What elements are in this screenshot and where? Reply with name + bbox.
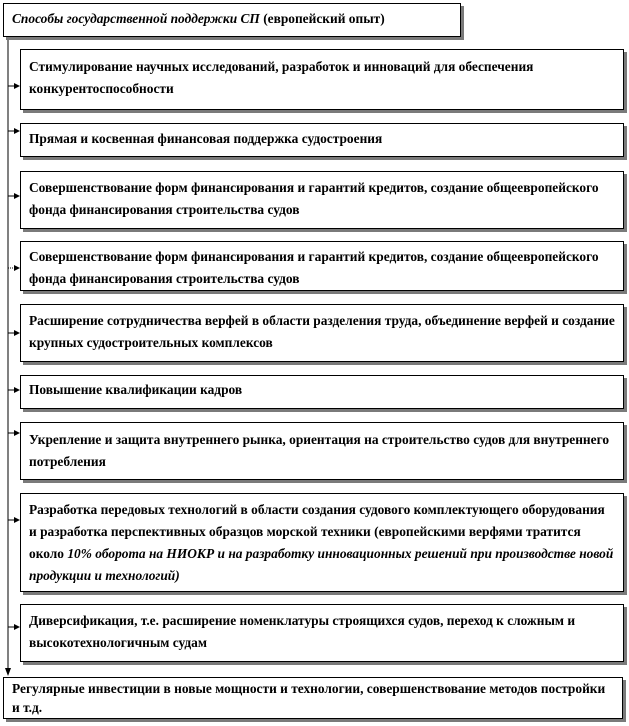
item-text: Стимулирование научных исследований, разработок и инноваций для обеспечения конкурентоспособности	[29, 59, 534, 96]
item-emphasis: 10% оборота на НИОКР и на разработку инновационных решений при производстве новой продукции и технологий)	[29, 546, 614, 583]
bottom-box	[3, 677, 623, 719]
item-box	[20, 304, 624, 362]
item-text: Разработка передовых технологий в области создания судового комплектующего оборудования и разработка перспективных образцов морской техники (европейскими верфями тратится около	[29, 502, 605, 561]
diagram-title: Способы государственной поддержки СП (европейский опыт)	[3, 3, 461, 37]
item-box	[20, 493, 624, 592]
item-box	[20, 49, 624, 110]
item-text: Расширение сотрудничества верфей в области разделения труда, объединение верфей и создание крупных судостроительных комплексов	[29, 313, 615, 350]
item-text: Прямая и косвенная финансовая поддержка судостроения	[29, 131, 383, 146]
item-box	[20, 123, 624, 157]
item-text: Диверсификация, т.е. расширение номенклатуры строящихся судов, переход к сложным и высокотехнологичным судам	[29, 613, 576, 650]
item-text: Укрепление и защита внутреннего рынка, ориентация на строительство судов для внутреннего потребления	[29, 432, 610, 469]
item-text: Совершенствование форм финансирования и гарантий кредитов, создание общеевропейского фонда финансирования строительства судов	[29, 180, 599, 217]
item-box	[20, 604, 624, 662]
item-text: Совершенствование форм финансирования и гарантий кредитов, создание общеевропейского фонда финансирования строительства судов	[29, 249, 599, 286]
item-text: Повышение квалификации кадров	[29, 382, 243, 397]
item-box	[20, 375, 624, 409]
item-box	[20, 422, 624, 480]
item-box	[20, 171, 624, 229]
item-box	[20, 241, 624, 291]
bottom-text: Регулярные инвестиции в новые мощности и технологии, совершенствование методов постройки и т.д.	[12, 681, 606, 715]
